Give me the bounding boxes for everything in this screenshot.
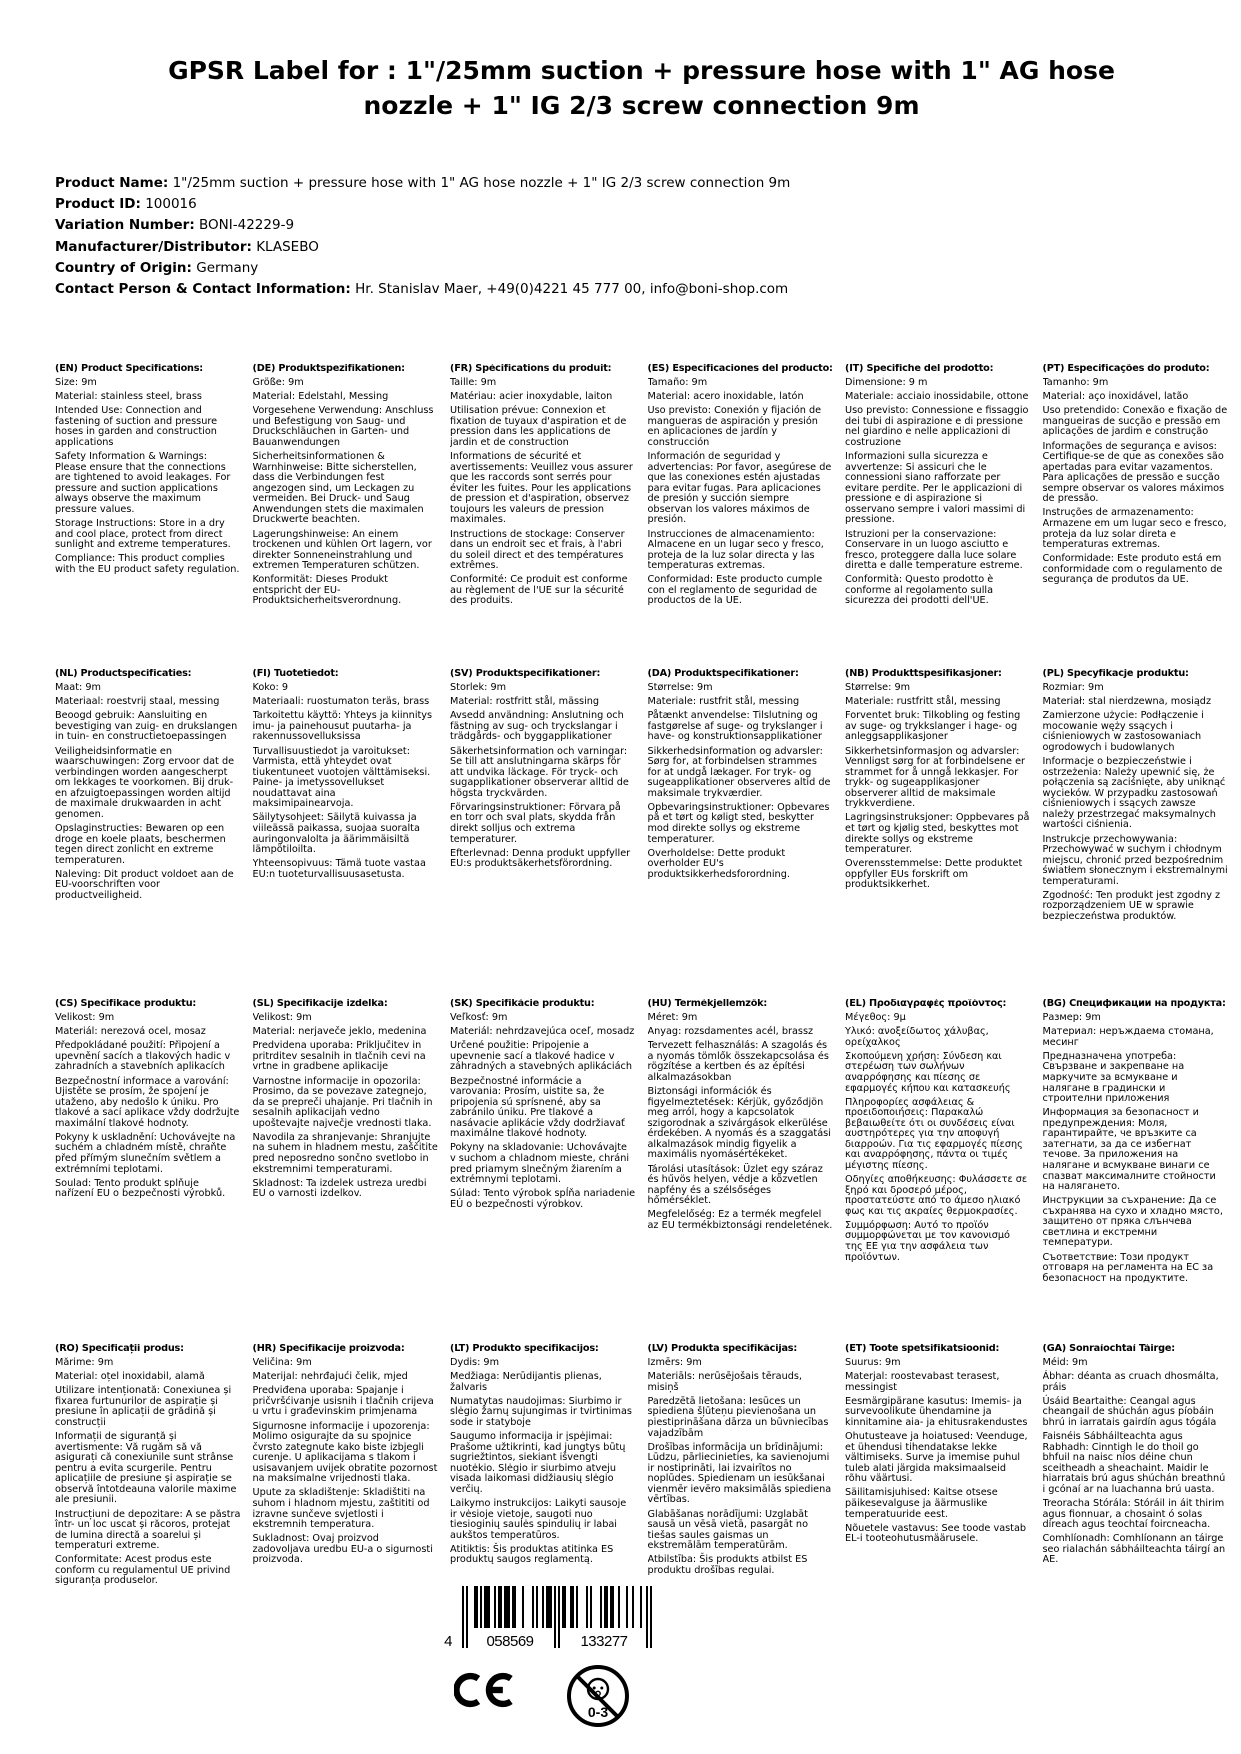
language-spec-cell (55, 1344, 241, 1587)
language-spec-header: (DA) Produktspecifikationer: (647, 669, 799, 680)
language-spec-header: (PL) Specyfikacje produktu: (1042, 669, 1189, 680)
spec-paragraph: Zamierzone użycie: Podłączenie i mocowanie węży ssących i ciśnieniowych w zastosowaniach ogrodowych i budowlanych (1042, 710, 1204, 753)
language-spec-body (648, 378, 834, 607)
barcode-bar (508, 1586, 510, 1628)
spec-paragraph: Bezpečnostní informace a varování: Ujistěte se prosím, že spojení je utaženo, aby nedošlo k úniku. Pro tlakové a sací aplikace vždy dodržujte maximální tlakové hodnoty. (55, 1075, 240, 1129)
spec-paragraph: Storage Instructions: Store in a dry and cool place, protect from direct sunlight and extreme temperatures. (55, 517, 231, 551)
spec-paragraph: Méret: 9m (647, 1012, 698, 1024)
language-grid (55, 364, 1228, 1587)
spec-paragraph: Anyag: rozsdamentes acél, brassz (647, 1026, 814, 1038)
spec-paragraph: Intended Use: Connection and fastening of suction and pressure hoses in garden and construction applications (55, 405, 218, 448)
language-spec-body (253, 378, 439, 607)
age-warning-label: 0-3 (587, 1704, 609, 1720)
language-spec-body (1043, 378, 1229, 586)
spec-paragraph: Οδηγίες αποθήκευσης: Φυλάσσετε σε ξηρό και δροσερό μέρος, προστατεύστε από το άμεσο ηλιακό φως και τις ακραίες θερμοκρασίες. (845, 1174, 1028, 1217)
spec-paragraph: Safety Information & Warnings: Please ensure that the connections are tightened to avoid leakages. For pressure and suction applications always observe the maximum pressure values. (55, 451, 231, 515)
product-info-row (55, 279, 1228, 300)
spec-paragraph: Veiligheidsinformatie en waarschuwingen: Zorg ervoor dat de verbindingen worden aangescherpt om lekkages te voorkomen. Bij druk- en afzuigtoepassingen worden altijd de maximale drukwaarden in acht genomen. (55, 745, 235, 820)
spec-paragraph: Veľkosť: 9m (450, 1012, 508, 1024)
barcode-bar (532, 1586, 534, 1628)
barcode-bar (486, 1586, 488, 1628)
spec-paragraph: Compliance: This product complies with the EU product safety regulation. (55, 553, 240, 575)
language-spec-cell (1043, 364, 1229, 669)
spec-paragraph: Koko: 9 (252, 682, 288, 694)
spec-paragraph: Yhteensopivuus: Tämä tuote vastaa EU:n tuoteturvallisuusasetusta. (252, 858, 426, 880)
spec-paragraph: Navodila za shranjevanje: Shranjujte na suhem in hladnem mestu, zaščitite pred neposredno sončno svetlobo in ekstremnimi temperaturami. (252, 1131, 438, 1175)
spec-paragraph: Size: 9m (55, 377, 97, 389)
barcode-bar (558, 1586, 560, 1648)
spec-paragraph: Predviđena uporaba: Spajanje i pričvršćivanje usisnih i tlačnih crijeva u vrtu i građevinskim primjenama (252, 1385, 434, 1418)
barcode-bar (612, 1586, 614, 1628)
language-spec-cell (648, 364, 834, 669)
language-spec-header: (SV) Produktspecifikationer: (450, 669, 601, 680)
language-spec-header: (CS) Specifikace produktu: (55, 999, 197, 1010)
spec-paragraph: Istruzioni per la conservazione: Conservare in un luogo asciutto e fresco, proteggere dalla luce solare diretta e dalle temperature estreme. (845, 528, 1023, 572)
language-spec-cell (648, 669, 834, 999)
language-spec-body (845, 378, 1031, 607)
spec-paragraph: Ábhar: déanta as cruach dhosmálta, práis (1042, 1371, 1219, 1393)
spec-paragraph: Съответствие: Този продукт отговаря на регламента на ЕС за безопасност на продуктите. (1042, 1251, 1214, 1284)
language-spec-body (450, 1013, 636, 1210)
spec-paragraph: Størrelse: 9m (845, 682, 911, 694)
spec-paragraph: Tamaño: 9m (647, 377, 708, 389)
spec-paragraph: Tárolási utasítások: Üzlet egy száraz és hűvös helyen, védje a közvetlen napfény és a szélsőséges hőmérséklet. (647, 1163, 823, 1207)
spec-paragraph: Material: rostfritt stål, mässing (450, 696, 600, 708)
spec-paragraph: Material: stainless steel, brass (55, 391, 202, 403)
barcode-bar (494, 1586, 496, 1628)
spec-paragraph: Informações de segurança e avisos: Certifique-se de que as conexões são apertadas para evitar vazamentos. Para aplicações de pressão e sucção sempre observar os valores máximos de pressão. (1042, 440, 1225, 505)
language-spec-header: (PT) Especificações do produto: (1042, 364, 1210, 375)
language-spec-header: (SK) Špecifikácie produktu: (450, 999, 595, 1010)
spec-paragraph: Zgodność: Ten produkt jest zgodny z rozporządzeniem UE w sprawie bezpieczeństwa produktów. (1042, 889, 1221, 922)
barcode-bar (646, 1586, 648, 1648)
language-spec-cell (450, 364, 636, 669)
spec-paragraph: Konformität: Dieses Produkt entspricht der EU-Produktsicherheitsverordnung. (252, 574, 402, 607)
spec-paragraph: Påtænkt anvendelse: Tilslutning og fastgørelse af suge- og trykslanger i have- og konstruktionsapplikationer (647, 710, 823, 743)
spec-paragraph: Nõuetele vastavus: See toode vastab EL-i tooteohutusmäärusele. (845, 1522, 1027, 1545)
product-info-label: Contact Person & Contact Information: (55, 280, 351, 297)
spec-paragraph: Atbilstība: Šis produkts atbilst ES produktu drošības regulai. (647, 1554, 808, 1576)
spec-paragraph: Información de seguridad y advertencias: Por favor, asegúrese de que las conexiones estén ajustadas para evitar fugas. Para aplicaciones de presión y succión siempre observan los valores máximos de presión. (647, 451, 832, 526)
spec-paragraph: Forventet bruk: Tilkobling og festing av suge- og trykkslanger i hage- og anleggsapplikasjoner (845, 710, 1021, 743)
language-spec-body (253, 1013, 439, 1200)
spec-paragraph: Conformidad: Este producto cumple con el reglamento de seguridad de productos de la UE. (647, 574, 823, 607)
language-spec-cell (450, 999, 636, 1344)
spec-paragraph: Информация за безопасност и предупреждения: Моля, гарантирайте, че връзките са затегнати, за да се избегнат течове. За приложения на налягане и всмукване винаги се спазват максималните стойности на налягането. (1042, 1107, 1216, 1193)
spec-paragraph: Soulad: Tento produkt splňuje nařízení EU o bezpečnosti výrobků. (55, 1177, 226, 1200)
spec-paragraph: Instrucțiuni de depozitare: A se păstra într- un loc uscat și răcoros, protejat de lumina directă a soarelui și temperaturi extreme. (55, 1508, 241, 1552)
language-spec-cell (845, 669, 1031, 999)
language-spec-cell (55, 669, 241, 999)
spec-paragraph: Megfelelőség: Ez a termék megfelel az EU termékbiztonsági rendeletének. (647, 1209, 833, 1231)
spec-paragraph: Paredzētā lietošana: Iesūces un spiediena šļūteņu pievienošana un piestiprināšana dārza un būvniecības vajadzībām (647, 1395, 829, 1439)
spec-paragraph: Conformité: Ce produit est conforme au règlement de l'UE sur la sécurité des produits. (450, 574, 628, 607)
language-spec-cell (845, 364, 1031, 669)
spec-paragraph: Turvallisuustiedot ja varoitukset: Varmista, että yhteydet ovat tiukentuneet vuotojen välttämiseksi. Paine- ja imetyssovellukset noudattavat aina maksimipainearvoja. (252, 745, 431, 810)
spec-paragraph: Maat: 9m (55, 682, 101, 694)
language-spec-header: (ET) Toote spetsifikatsioonid: (845, 1344, 1000, 1355)
page-title: GPSR Label for : 1"/25mm suction + pressure hose with 1" AG hose nozzle + 1" IG 2/3 screw connection 9m (168, 56, 1115, 120)
spec-paragraph: Material: acero inoxidable, latón (647, 391, 804, 403)
spec-paragraph: Informations de sécurité et avertissements: Veuillez vous assurer que les raccords sont serrés pour éviter les fuites. Pour les applications de pression et d'aspiration, observez toujours les valeurs de pression maximales. (450, 451, 633, 526)
spec-paragraph: Instruções de armazenamento: Armazene em um lugar seco e fresco, proteja da luz solar direta e temperaturas extremas. (1042, 507, 1227, 551)
barcode-bar (474, 1586, 476, 1628)
language-spec-body (55, 1358, 241, 1587)
language-spec-header: (GA) Sonraíochtaí Táirge: (1042, 1344, 1175, 1355)
spec-paragraph: Utilizare intenționată: Conexiunea și fixarea furtunurilor de aspirație și presiune în aplicații de grădină și construcții (55, 1385, 232, 1428)
barcode-bar (554, 1586, 556, 1648)
language-spec-cell (648, 1344, 834, 1587)
barcode-bar (572, 1586, 574, 1628)
product-info-label: Country of Origin: (55, 259, 192, 276)
language-spec-body (1043, 683, 1229, 922)
language-spec-cell (55, 999, 241, 1344)
language-spec-cell (253, 364, 439, 669)
spec-paragraph: Treoracha Stórála: Stóráil in áit thirim agus fionnuar, a chosaint ó solas díreach agus teochtaí foircneacha. (1042, 1497, 1225, 1531)
language-spec-body (1043, 1358, 1229, 1566)
language-spec-cell (253, 1344, 439, 1587)
spec-paragraph: Materiale: rustfritt stål, messing (845, 696, 1001, 708)
language-spec-header: (FR) Spécifications du produit: (450, 364, 612, 375)
barcode-digits-left: 058569 (486, 1633, 534, 1650)
product-info-row (55, 173, 1228, 194)
barcode-bar (626, 1586, 628, 1628)
spec-paragraph: Sukladnost: Ovaj proizvod zadovoljava uredbu EU-a o sigurnosti proizvoda. (252, 1533, 433, 1566)
spec-paragraph: Varnostne informacije in opozorila: Prosimo, da se povezave zategnejo, da se prepreči uhajanje. Pri tlačnih in sesalnih aplikacijah vedno upoštevajte največje vrednosti tlaka. (252, 1075, 433, 1129)
spec-paragraph: Numatytas naudojimas: Siurbimo ir slėgio žarnų sujungimas ir tvirtinimas sode ir statyboje (450, 1395, 632, 1428)
barcode-bar (488, 1586, 490, 1628)
language-spec-header: (EN) Product Specifications: (55, 364, 203, 375)
spec-paragraph: Materiale: rustfrit stål, messing (647, 696, 800, 708)
barcode-bar (480, 1586, 482, 1628)
product-info-value: Hr. Stanislav Maer, +49(0)4221 45 777 00, info@boni-shop.com (355, 280, 789, 297)
language-spec-body (55, 683, 241, 901)
spec-paragraph: Naleving: Dit product voldoet aan de EU-voorschriften voor productveiligheid. (55, 868, 234, 901)
spec-paragraph: Material: aço inoxidável, latão (1042, 391, 1189, 403)
barcode-bar (570, 1586, 572, 1628)
spec-paragraph: Drošības informācija un brīdinājumi: Lūdzu, pārliecinieties, ka savienojumi ir nostiprināti, lai izvairītos no noplūdes. Spiedienam un iesūkšanai vienmēr ievēro maksimālās spiediena vērtības. (647, 1441, 832, 1506)
language-spec-header: (NL) Productspecificaties: (55, 669, 192, 680)
barcode-digits-right: 133277 (580, 1633, 628, 1650)
spec-paragraph: Suurus: 9m (845, 1357, 901, 1369)
spec-paragraph: Størrelse: 9m (647, 682, 713, 694)
spec-paragraph: Materiāls: nerūsējošais tērauds, misiņš (647, 1371, 802, 1393)
barcode-bar (586, 1586, 588, 1628)
spec-paragraph: Conformità: Questo prodotto è conforme al regolamento sulla sicurezza dei prodotti dell'UE. (845, 574, 994, 607)
product-info-row (55, 258, 1228, 279)
language-spec-body (845, 1358, 1031, 1545)
language-spec-body (253, 683, 439, 880)
spec-paragraph: Ohutusteave ja hoiatused: Veenduge, et ühendusi tihendatakse lekke vältimiseks. Surve ja imemise puhul tuleb alati järgida maksimaalseid rõhu väärtusi. (845, 1431, 1028, 1485)
spec-paragraph: Určené použitie: Pripojenie a upevnenie sací a tlakové hadice v záhradných a stavebných aplikáciách (450, 1040, 632, 1073)
language-spec-header: (FI) Tuotetiedot: (252, 669, 339, 680)
spec-paragraph: Overholdelse: Dette produkt overholder EU's produktsikkerhedsforordning. (647, 847, 790, 880)
barcode-bar (506, 1586, 508, 1628)
spec-paragraph: Instrucciones de almacenamiento: Almacene en un lugar seco y fresco, proteja de la luz solar directa y las temperaturas extremas. (647, 528, 824, 572)
barcode-bar (632, 1586, 634, 1628)
language-spec-body (648, 1358, 834, 1576)
spec-paragraph: Saugumo informacija ir įspėjimai: Prašome užtikrinti, kad jungtys būtų sugriežtintos, siekiant išvengti nuotėkio. Slėgio ir siurbimo atveju visada laikomasi didžiausių slėgio verčių. (450, 1431, 626, 1495)
product-info (55, 173, 1228, 300)
spec-paragraph: Súlad: Tento výrobok spĺňa nariadenie EÚ o bezpečnosti výrobkov. (450, 1188, 636, 1210)
spec-paragraph: Veličina: 9m (252, 1357, 312, 1369)
product-info-label: Variation Number: (55, 217, 195, 234)
barcode-bar (542, 1586, 544, 1628)
spec-paragraph: Materiál: nerezová ocel, mosaz (55, 1026, 206, 1038)
spec-paragraph: Förvaringsinstruktioner: Förvara på en torr och sval plats, skydda från direkt solljus och extrema temperaturer. (450, 801, 621, 845)
language-spec-cell (253, 669, 439, 999)
spec-paragraph: Velikost: 9m (252, 1012, 312, 1024)
language-spec-body (55, 1013, 241, 1200)
spec-paragraph: Utilisation prévue: Connexion et fixation de tuyaux d'aspiration et de pression dans les applications de jardin et de construction (450, 405, 627, 448)
spec-paragraph: Dydis: 9m (450, 1357, 500, 1369)
language-spec-header: (SL) Specifikacije izdelka: (252, 999, 388, 1010)
language-spec-header: (EL) Προδιαγραφές προϊόντος: (845, 999, 1007, 1010)
spec-paragraph: Dimensione: 9 m (845, 377, 928, 389)
spec-paragraph: Opbevaringsinstruktioner: Opbevares på et tørt og køligt sted, beskytter mod direkte sollys og ekstreme temperaturer. (647, 801, 830, 845)
language-spec-cell (450, 669, 636, 999)
spec-paragraph: Sikkerhetsinformasjon og advarsler: Vennligst sørg for at forbindelsene er strammet for å unngå lekkasjer. For trykk- og sugeapplikasjoner observerer alltid de maksimale trykkverdiene. (845, 745, 1026, 810)
language-spec-header: (BG) Спецификации на продукта: (1042, 999, 1226, 1010)
product-info-row (55, 237, 1228, 258)
spec-paragraph: Eesmärgipärane kasutus: Imemis- ja survevoolikute ühendamine ja kinnitamine aia- ja ehitusrakendustes (845, 1395, 1028, 1428)
language-spec-body (450, 1358, 636, 1566)
age-warning-0-3-icon (566, 1664, 630, 1728)
language-spec-cell (1043, 1344, 1229, 1587)
spec-paragraph: Pokyny na skladovanie: Uchovávajte v suchom a chladnom mieste, chráni pred priamym slnečným žiarením a extrémnymi teplotami. (450, 1142, 630, 1186)
product-info-value: KLASEBO (256, 238, 319, 255)
spec-paragraph: Informacje o bezpieczeństwie i ostrzeżenia: Należy upewnić się, że połączenia są zaciśnięte, aby uniknąć wycieków. W przypadku zastosowań ciśnieniowych i ssących zawsze należy przestrzegać maksymalnych wartości ciśnienia. (1042, 756, 1226, 831)
spec-paragraph: Instructions de stockage: Conserver dans un endroit sec et frais, à l'abri du soleil direct et des températures extrêmes. (450, 528, 625, 572)
spec-paragraph: Informazioni sulla sicurezza e avvertenze: Si assicuri che le connessioni siano rafforzate per evitare perdite. Per le applicazioni di pressione e di aspirazione si osservano sempre i valori massimi di pressione. (845, 451, 1026, 526)
spec-paragraph: Skladnost: Ta izdelek ustreza uredbi EU o varnosti izdelkov. (252, 1177, 427, 1200)
language-spec-header: (ES) Especificaciones del producto: (647, 364, 833, 375)
spec-paragraph: Faisnéis Sábháilteachta agus Rabhadh: Cinntigh le do thoil go bhfuil na naisc níos déine chun sceitheadh a sheachaint. Maidir le hiarratais brú agus shúchán breathnú i gcónaí ar na luachanna brú uasta. (1042, 1431, 1226, 1495)
language-spec-header: (NB) Produkttspesifikasjoner: (845, 669, 1002, 680)
barcode-bar (466, 1586, 468, 1648)
barcode-bar (604, 1586, 606, 1628)
barcode-bar (564, 1586, 566, 1628)
spec-paragraph: Materiał: stal nierdzewna, mosiądz (1042, 696, 1212, 708)
spec-paragraph: Uso previsto: Conexión y fijación de mangueras de aspiración y presión en aplicaciones de jardín y construcción (647, 405, 822, 448)
barcode-bar (500, 1586, 502, 1628)
ce-mark-icon (454, 1672, 518, 1708)
spec-paragraph: Upute za skladištenje: Skladištiti na suhom i hladnom mjestu, zaštititi od izravne sunčeve svjetlosti i ekstremnih temperatura. (252, 1487, 430, 1531)
spec-paragraph: Размер: 9m (1042, 1012, 1101, 1024)
spec-paragraph: Conformitate: Acest produs este conform cu regulamentul UE privind siguranța produselor. (55, 1554, 231, 1587)
spec-paragraph: Rozmiar: 9m (1042, 682, 1104, 694)
language-spec-body (648, 683, 834, 880)
language-spec-cell (1043, 999, 1229, 1344)
spec-paragraph: Lagringsinstruksjoner: Oppbevares på et tørt og kjølig sted, beskyttes mot direkte sollys og ekstreme temperaturer. (845, 812, 1030, 856)
spec-paragraph: Tarkoitettu käyttö: Yhteys ja kiinnitys imu- ja painehousut puutarha- ja rakennussovelluksissa (252, 710, 433, 743)
spec-paragraph: Bezpečnostné informácie a varovania: Prosím, uistite sa, že pripojenia sú sprísnené, aby sa zabránilo úniku. Pre tlakové a nasávacie aplikácie vždy dodržiavať maximálne tlakové hodnoty. (450, 1075, 625, 1140)
compliance-symbols (454, 1664, 656, 1728)
barcode-bar (550, 1586, 552, 1628)
spec-paragraph: Material: Edelstahl, Messing (252, 391, 389, 403)
language-spec-body (450, 683, 636, 870)
spec-paragraph: Lagerungshinweise: An einem trockenen und kühlen Ort lagern, vor direkter Sonneneinstrahlung und extremen Temperaturen schützen. (252, 528, 432, 572)
spec-paragraph: Material: nerjaveče jeklo, medenina (252, 1026, 427, 1038)
barcode-bar (498, 1586, 500, 1628)
product-info-value: BONI-42229-9 (199, 217, 295, 234)
language-spec-body (648, 1013, 834, 1231)
language-spec-body (55, 378, 241, 575)
spec-paragraph: Materiale: acciaio inossidabile, ottone (845, 391, 1029, 403)
spec-paragraph: Atitiktis: Šis produktas atitinka ES produktų saugos reglamentą. (450, 1543, 614, 1566)
spec-paragraph: Taille: 9m (450, 377, 497, 389)
spec-paragraph: Materiaal: roestvrij staal, messing (55, 696, 220, 708)
spec-paragraph: Opslaginstructies: Bewaren op een droge en koele plaats, beschermen tegen direct zonlicht en extreme temperaturen. (55, 822, 226, 866)
spec-paragraph: Laikymo instrukcijos: Laikyti sausoje ir vėsioje vietoje, saugoti nuo tiesioginių saulės spindulių ir labai aukštos temperatūros. (450, 1497, 627, 1541)
spec-paragraph: Säilitamisjuhised: Kaitse otsese päikesevalguse ja äärmuslike temperatuuride eest. (845, 1487, 998, 1520)
language-spec-body (450, 378, 636, 607)
barcode-bar (606, 1586, 608, 1628)
spec-paragraph: Größe: 9m (252, 377, 304, 389)
language-spec-cell (648, 999, 834, 1344)
language-spec-cell (845, 1344, 1031, 1587)
barcode-bar (546, 1586, 548, 1628)
barcode-bar (522, 1586, 524, 1628)
spec-paragraph: Πληροφορίες ασφάλειας & προειδοποιήσεις: Παρακαλώ βεβαιωθείτε ότι οι συνδέσεις είναι αυστηρότερες για την αποφυγή διαρροών. Για τις εφαρμογές πίεσης και αναρρόφησης, πάντα οι τιμές μέγιστης πίεσης. (845, 1096, 1023, 1171)
language-spec-body (845, 1013, 1031, 1263)
product-info-label: Manufacturer/Distributor: (55, 238, 252, 255)
spec-paragraph: Uso pretendido: Conexão e fixação de mangueiras de sucção e pressão em aplicações de jardim e construção (1042, 405, 1228, 438)
barcode-bar (640, 1586, 642, 1628)
spec-paragraph: Materiaali: ruostumaton teräs, brass (252, 696, 430, 708)
spec-paragraph: Tamanho: 9m (1042, 377, 1109, 389)
language-spec-header: (LV) Produkta specifikācijas: (647, 1344, 798, 1355)
spec-paragraph: Matériau: acier inoxydable, laiton (450, 391, 613, 403)
spec-paragraph: Overensstemmelse: Dette produktet oppfyller EUs forskrift om produktsikkerhet. (845, 858, 1023, 891)
spec-paragraph: Velikost: 9m (55, 1012, 115, 1024)
barcode-bar (484, 1586, 486, 1628)
barcode-bar (610, 1586, 612, 1628)
spec-paragraph: Medžiaga: Nerūdijantis plienas, žalvaris (450, 1371, 602, 1393)
language-spec-cell (845, 999, 1031, 1344)
language-spec-cell (450, 1344, 636, 1587)
barcode-digit-first: 4 (444, 1633, 452, 1650)
barcode-bar (650, 1586, 652, 1648)
barcode-bar (618, 1586, 620, 1628)
spec-paragraph: Säkerhetsinformation och varningar: Se till att anslutningarna skärps för att undvika läckage. För tryck- och sugapplikationer observerar alltid de högsta tryckvärden. (450, 745, 629, 799)
spec-paragraph: Beoogd gebruik: Aansluiting en bevestiging van zuig- en drukslangen in tuin- en constructietoepassingen (55, 710, 238, 743)
spec-paragraph: Glabāšanas norādījumi: Uzglabāt sausā un vēsā vietā, pasargāt no tiešas saules gaismas un ekstremālām temperatūrām. (647, 1508, 808, 1552)
language-spec-cell (1043, 669, 1229, 999)
product-info-label: Product ID: (55, 196, 141, 213)
spec-paragraph: Informații de siguranță și avertismente: Vă rugăm să vă asigurați că conexiunile sunt strânse pentru a evita scurgerile. Pentru aplicațiile de presiune și aspirație se observă întotdeauna valorile maxime ale presiunii. (55, 1431, 237, 1506)
language-spec-header: (IT) Specifiche del prodotto: (845, 364, 994, 375)
spec-paragraph: Materijal: nehrđajući čelik, mjed (252, 1371, 408, 1383)
language-spec-header: (RO) Specificații produs: (55, 1344, 184, 1355)
barcode-bar (548, 1586, 550, 1628)
spec-paragraph: Μέγεθος: 9μ (845, 1012, 906, 1024)
barcode-bar (512, 1586, 514, 1628)
barcode-bar (562, 1586, 564, 1628)
barcode-bar (462, 1586, 464, 1648)
language-spec-body (1043, 1013, 1229, 1284)
spec-paragraph: Méid: 9m (1042, 1357, 1088, 1369)
spec-paragraph: Předpokládané použití: Připojení a upevnění sacích a tlakových hadic v zahradních a stavebních aplikacích (55, 1040, 231, 1073)
spec-paragraph: Materiál: nehrdzavejúca oceľ, mosadz (450, 1026, 635, 1038)
language-spec-cell (253, 999, 439, 1344)
product-info-label: Product Name: (55, 175, 169, 191)
language-spec-header: (LT) Produkto specifikacijos: (450, 1344, 599, 1355)
language-spec-body (845, 683, 1031, 891)
product-info-value: 100016 (145, 196, 197, 213)
spec-paragraph: Avsedd användning: Anslutning och fästning av sug- och tryckslangar i trädgårds- och byggapplikationer (450, 710, 624, 743)
barcode-bar (504, 1586, 506, 1628)
spec-paragraph: Tervezett felhasználás: A szagolás és a nyomás tömlők összekapcsolása és rögzítése a kertben és az építési alkalmazásokban (647, 1040, 829, 1083)
spec-paragraph: Izmērs: 9m (647, 1357, 702, 1369)
spec-paragraph: Conformidade: Este produto está em conformidade com o regulamento de segurança de produtos da UE. (1042, 553, 1223, 586)
bottom-block (440, 1586, 656, 1728)
spec-paragraph: Material: oțel inoxidabil, alamă (55, 1371, 205, 1383)
language-spec-body (253, 1358, 439, 1566)
spec-paragraph: Sicherheitsinformationen & Warnhinweise: Bitte sicherstellen, dass die Verbindungen fest angezogen sind, um Leckagen zu vermeiden. Bei Druck- und Saug Anwendungen stets die maximalen Druckwerte beachten. (252, 451, 424, 526)
spec-paragraph: Pokyny k uskladnění: Uchovávejte na suchém a chladném místě, chraňte před přímým slunečním světlem a extrémními teplotami. (55, 1131, 236, 1175)
product-info-value: Germany (196, 259, 259, 276)
spec-paragraph: Материал: неръждаема стомана, месинг (1042, 1026, 1214, 1048)
spec-paragraph: Υλικό: ανοξείδωτος χάλυβας, ορείχαλκος (845, 1026, 989, 1048)
spec-paragraph: Biztonsági információk és figyelmeztetések: Kérjük, győződjön meg arról, hogy a kapcsolatok szigorodnak a szivárgások elkerülése érdekében. A nyomás és a szaggatási alkalmazások mindig figyelik a maximális nyomásértékeket. (647, 1086, 831, 1161)
language-spec-cell (55, 364, 241, 669)
spec-paragraph: Comhlíonadh: Comhlíonann an táirge seo rialachán sábháilteachta táirgí an AE. (1042, 1533, 1226, 1566)
spec-paragraph: Mărime: 9m (55, 1357, 114, 1369)
spec-paragraph: Instrukcje przechowywania: Przechowywać w suchym i chłodnym miejscu, chronić przed bezpośrednim światłem słonecznym i ekstremalnymi temperaturami. (1042, 833, 1228, 887)
spec-paragraph: Uso previsto: Connessione e fissaggio dei tubi di aspirazione e di pressione nel giardino e nelle applicazioni di costruzione (845, 405, 1029, 448)
barcode-bar (600, 1586, 602, 1628)
barcode-bar (476, 1586, 478, 1628)
spec-paragraph: Предназначена употреба: Свързване и закрепване на маркучите за всмукване и налягане в градински и строителни приложения (1042, 1050, 1185, 1105)
spec-paragraph: Vorgesehene Verwendung: Anschluss und Befestigung von Saug- und Druckschläuchen in Garten- und Bauanwendungen (252, 405, 434, 448)
barcode-bar (536, 1586, 538, 1628)
spec-paragraph: Predvidena uporaba: Priključitev in pritrditev sesalnih in tlačnih cevi na vrtne in gradbene aplikacije (252, 1040, 426, 1073)
language-spec-header: (DE) Produktspezifikationen: (252, 364, 405, 375)
language-spec-header: (HU) Termékjellemzők: (647, 999, 768, 1010)
product-info-row (55, 215, 1228, 236)
spec-paragraph: Úsáid Beartaithe: Ceangal agus cheangail de shúchán agus píobáin bhrú in iarratais gairdín agus tógála (1042, 1395, 1217, 1428)
spec-paragraph: Efterlevnad: Denna produkt uppfyller EU:s produktsäkerhetsförordning. (450, 847, 631, 870)
ean13-barcode (440, 1586, 656, 1652)
spec-paragraph: Sigurnosne informacije i upozorenja: Molimo osigurajte da su spojnice čvrsto zategnute kako biste izbjegli curenje. U aplikacijama s tlakom i usisavanjem uvijek obratite pozornost na maksimalne vrijednosti tlaka. (252, 1420, 438, 1485)
product-info-value: 1"/25mm suction + pressure hose with 1" AG hose nozzle + 1" IG 2/3 screw connection 9m (172, 175, 791, 191)
spec-paragraph: Инструкции за съхранение: Да се съхранява на сухо и хладно място, защитено от пряка слънчева светлина и екстремни температури. (1042, 1195, 1223, 1249)
language-spec-header: (HR) Specifikacije proizvoda: (252, 1344, 405, 1355)
barcode-bar (576, 1586, 578, 1628)
spec-paragraph: Σκοπούμενη χρήση: Σύνδεση και στερέωση των σωλήνων αναρρόφησης και πίεσης σε εφαρμογές κήπου και κατασκευής (845, 1050, 1011, 1094)
product-info-row (55, 194, 1228, 215)
spec-paragraph: Συμμόρφωση: Αυτό το προϊόν συμμορφώνεται με τον κανονισμό της ΕΕ για την ασφάλεια των προϊόντων. (845, 1219, 1010, 1263)
barcode-bar (590, 1586, 592, 1628)
barcode-bar (514, 1586, 516, 1628)
spec-paragraph: Materjal: roostevabast terasest, messingist (845, 1371, 1000, 1393)
spec-paragraph: Säilytysohjeet: Säilytä kuivassa ja viileässä paikassa, suojaa suoralta auringonvalolta ja äärimmäisiltä lämpötiloilta. (252, 812, 420, 856)
spec-paragraph: Sikkerhedsinformation og advarsler: Sørg for, at forbindelsen strammes for at undgå lækager. For tryk- og sugeapplikationer observeres altid de maksimale trykværdier. (647, 745, 831, 799)
spec-paragraph: Storlek: 9m (450, 682, 507, 694)
